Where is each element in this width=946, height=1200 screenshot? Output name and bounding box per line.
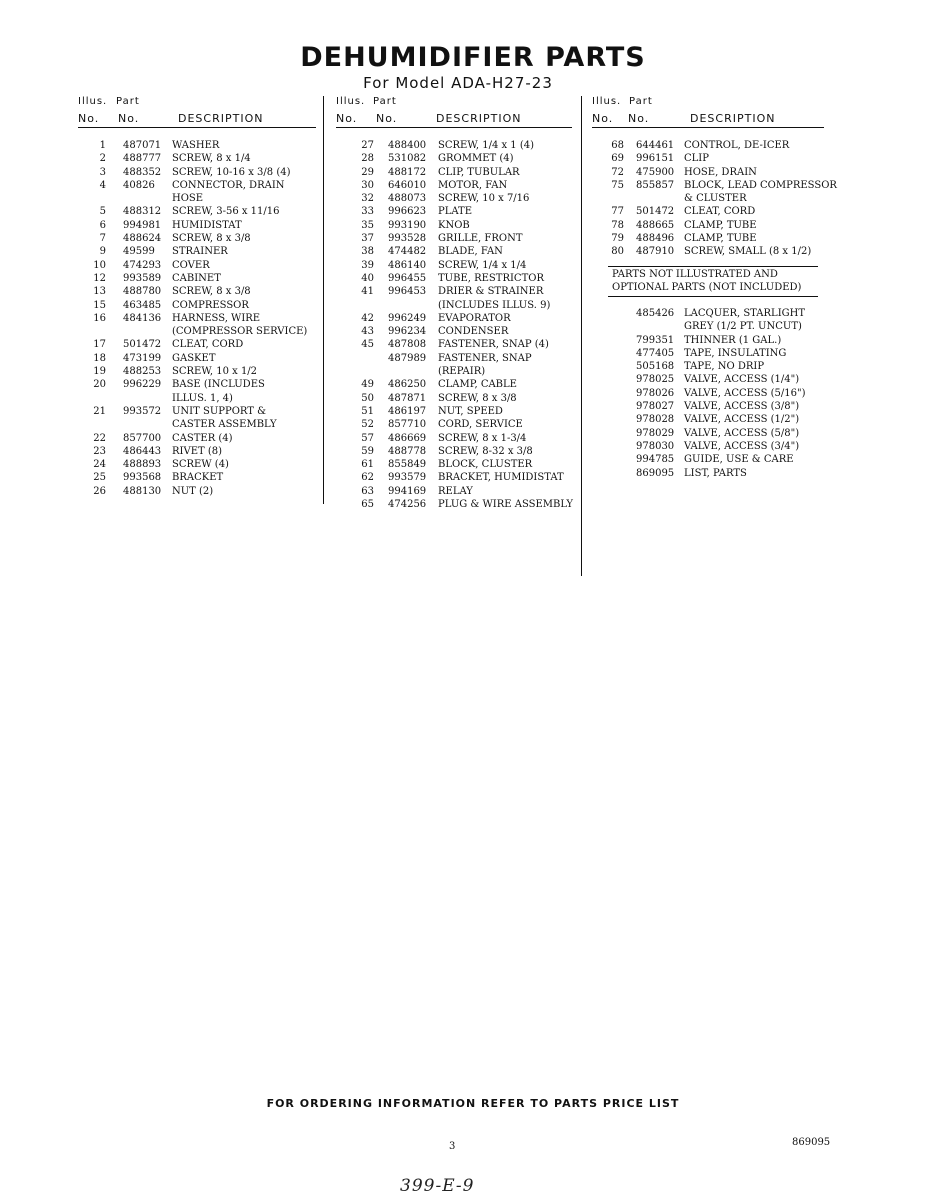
part-number: 488253 — [123, 366, 162, 378]
illus-number: 52 — [361, 419, 374, 431]
part-number: 993579 — [388, 472, 427, 484]
part-description: TAPE, NO DRIP — [684, 361, 765, 373]
header-underline — [336, 127, 572, 128]
form-number: 869095 — [792, 1137, 831, 1148]
part-number: 488893 — [123, 459, 162, 471]
notes-line-2: OPTIONAL PARTS (NOT INCLUDED) — [612, 282, 802, 293]
part-number: 644461 — [636, 140, 675, 151]
part-number: 484136 — [123, 312, 162, 324]
illus-number: 15 — [93, 299, 106, 311]
illus-number: 5 — [99, 206, 106, 218]
part-number: 487989 — [388, 352, 427, 364]
part-number: 488172 — [388, 166, 427, 178]
part-description: FASTENER, SNAP — [438, 352, 532, 364]
part-description: NUT, SPEED — [438, 405, 503, 417]
part-description: CONNECTOR, DRAIN — [172, 179, 285, 191]
part-number: 486250 — [388, 379, 427, 391]
part-number: 993572 — [123, 405, 162, 417]
part-number: 978027 — [636, 401, 675, 413]
part-description: GUIDE, USE & CARE — [684, 454, 794, 466]
part-description: BLOCK, LEAD COMPRESSOR — [684, 179, 837, 191]
part-description: SCREW, 1/4 x 1 (4) — [438, 140, 535, 151]
illus-number: 68 — [611, 140, 624, 151]
part-description: UNIT SUPPORT & — [172, 405, 267, 417]
part-description: SCREW, 8 x 3/8 — [172, 233, 251, 245]
part-description: PLUG & WIRE ASSEMBLY — [438, 499, 573, 511]
illus-number: 18 — [93, 352, 106, 364]
part-number: 993528 — [388, 233, 427, 245]
part-description: SCREW, 8 x 3/8 — [172, 286, 251, 298]
part-description: SCREW, SMALL (8 x 1/2) — [684, 246, 812, 258]
part-description: MOTOR, FAN — [438, 179, 508, 191]
page-subtitle: For Model ADA-H27-23 — [363, 74, 553, 92]
part-description: VALVE, ACCESS (1/2") — [684, 414, 800, 426]
part-description: SCREW (4) — [172, 459, 229, 471]
illus-number: 41 — [361, 286, 374, 298]
part-description: ILLUS. 1, 4) — [172, 392, 233, 404]
part-description: SCREW, 8-32 x 3/8 — [438, 445, 533, 457]
part-description: BRACKET, HUMIDISTAT — [438, 472, 564, 484]
illus-number: 72 — [611, 166, 624, 178]
part-description: EVAPORATOR — [438, 312, 511, 324]
part-description: VALVE, ACCESS (5/16") — [684, 387, 806, 399]
header-part-no: No. — [376, 112, 398, 125]
part-number: 993589 — [123, 272, 162, 284]
part-description: GROMMET (4) — [438, 153, 514, 165]
part-description: SCREW, 8 x 3/8 — [438, 392, 517, 404]
header-illus-no: No. — [336, 112, 358, 125]
illus-number: 42 — [361, 312, 374, 324]
part-description: SCREW, 10 x 1/2 — [172, 366, 258, 378]
illus-number: 37 — [361, 233, 374, 245]
header-illus-no: No. — [592, 112, 614, 125]
part-description: CONDENSER — [438, 326, 509, 338]
part-description: WASHER — [172, 140, 220, 151]
part-number: 978028 — [636, 414, 675, 426]
part-number: 869095 — [636, 467, 675, 479]
illus-number: 59 — [361, 445, 374, 457]
part-number: 996453 — [388, 286, 427, 298]
part-number: 501472 — [636, 206, 675, 218]
part-description: (INCLUDES ILLUS. 9) — [438, 299, 551, 311]
header-description: DESCRIPTION — [690, 112, 776, 125]
part-number: 475900 — [636, 166, 675, 178]
part-description: CLAMP, TUBE — [684, 233, 757, 245]
part-description: COMPRESSOR — [172, 299, 249, 311]
column-divider — [581, 96, 582, 576]
part-number: 857700 — [123, 432, 162, 444]
part-number: 487871 — [388, 392, 427, 404]
footer-ordering-info: FOR ORDERING INFORMATION REFER TO PARTS PRICE LIST — [266, 1097, 680, 1110]
part-number: 463485 — [123, 299, 162, 311]
header-underline — [592, 127, 824, 128]
part-description: VALVE, ACCESS (3/4") — [684, 440, 800, 452]
part-number: 996151 — [636, 153, 675, 165]
part-description: CABINET — [172, 272, 221, 284]
illus-number: 2 — [99, 153, 106, 165]
part-description: GRILLE, FRONT — [438, 233, 523, 245]
part-number: 996623 — [388, 206, 427, 218]
part-number: 501472 — [123, 339, 162, 351]
header-part: Part — [116, 96, 140, 107]
part-description: VALVE, ACCESS (1/4") — [684, 374, 800, 386]
header-part-no: No. — [118, 112, 140, 125]
header-part: Part — [629, 96, 653, 107]
part-description: SCREW, 10 x 7/16 — [438, 193, 530, 205]
illus-number: 6 — [99, 219, 106, 231]
part-number: 994785 — [636, 454, 675, 466]
header-illus-no: No. — [78, 112, 100, 125]
illus-number: 63 — [361, 485, 374, 497]
part-number: 488624 — [123, 233, 162, 245]
illus-number: 16 — [93, 312, 106, 324]
header-illus: Illus. — [78, 96, 108, 107]
part-number: 531082 — [388, 153, 427, 165]
part-description: COVER — [172, 259, 210, 271]
illus-number: 4 — [99, 179, 106, 191]
illus-number: 50 — [361, 392, 374, 404]
illus-number: 43 — [361, 326, 374, 338]
header-description: DESCRIPTION — [436, 112, 522, 125]
illus-number: 38 — [361, 246, 374, 258]
part-number: 488312 — [123, 206, 162, 218]
part-number: 978025 — [636, 374, 675, 386]
illus-number: 7 — [99, 233, 106, 245]
part-description: CLAMP, CABLE — [438, 379, 517, 391]
column-divider — [323, 96, 324, 504]
illus-number: 28 — [361, 153, 374, 165]
part-number: 473199 — [123, 352, 162, 364]
header-underline — [78, 127, 316, 128]
part-description: CLAMP, TUBE — [684, 219, 757, 231]
part-number: 488777 — [123, 153, 162, 165]
part-description: CLIP — [684, 153, 709, 165]
part-number: 474482 — [388, 246, 427, 258]
part-description: HUMIDISTAT — [172, 219, 242, 231]
part-description: SCREW, 3-56 x 11/16 — [172, 206, 280, 218]
part-number: 857710 — [388, 419, 427, 431]
part-number: 646010 — [388, 179, 427, 191]
page-number: 3 — [449, 1141, 456, 1152]
illus-number: 3 — [99, 166, 106, 178]
part-description: STRAINER — [172, 246, 228, 258]
illus-number: 49 — [361, 379, 374, 391]
part-description: VALVE, ACCESS (3/8") — [684, 401, 800, 413]
part-description: NUT (2) — [172, 485, 214, 497]
part-number: 485426 — [636, 308, 675, 319]
part-number: 488073 — [388, 193, 427, 205]
illus-number: 57 — [361, 432, 374, 444]
illus-number: 40 — [361, 272, 374, 284]
part-description: BLADE, FAN — [438, 246, 503, 258]
part-description: CORD, SERVICE — [438, 419, 523, 431]
part-number: 978029 — [636, 427, 675, 439]
part-description: (REPAIR) — [438, 366, 486, 378]
illus-number: 65 — [361, 499, 374, 511]
part-description: CASTER (4) — [172, 432, 233, 444]
part-description: BLOCK, CLUSTER — [438, 459, 533, 471]
part-description: HARNESS, WIRE — [172, 312, 261, 324]
part-number: 486443 — [123, 445, 162, 457]
part-description: LIST, PARTS — [684, 467, 747, 479]
illus-number: 79 — [611, 233, 624, 245]
illus-number: 61 — [361, 459, 374, 471]
part-description: GREY (1/2 PT. UNCUT) — [684, 321, 802, 333]
illus-number: 26 — [93, 485, 106, 497]
header-illus: Illus. — [592, 96, 622, 107]
illus-number: 24 — [93, 459, 106, 471]
illus-number: 35 — [361, 219, 374, 231]
illus-number: 29 — [361, 166, 374, 178]
part-number: 486669 — [388, 432, 427, 444]
part-description: DRIER & STRAINER — [438, 286, 544, 298]
illus-number: 12 — [93, 272, 106, 284]
part-number: 996229 — [123, 379, 162, 391]
illus-number: 69 — [611, 153, 624, 165]
part-number: 488496 — [636, 233, 675, 245]
illus-number: 62 — [361, 472, 374, 484]
page-title: DEHUMIDIFIER PARTS — [300, 42, 646, 73]
part-number: 40826 — [123, 179, 155, 191]
illus-number: 22 — [93, 432, 106, 444]
part-number: 799351 — [636, 334, 675, 346]
part-number: 487071 — [123, 140, 162, 151]
illus-number: 78 — [611, 219, 624, 231]
illus-number: 80 — [611, 246, 624, 258]
part-number: 978030 — [636, 440, 675, 452]
notes-rule — [608, 296, 818, 297]
part-number: 486140 — [388, 259, 427, 271]
illus-number: 21 — [93, 405, 106, 417]
part-description: RIVET (8) — [172, 445, 223, 457]
part-description: CASTER ASSEMBLY — [172, 419, 277, 431]
illus-number: 10 — [93, 259, 106, 271]
part-description: HOSE — [172, 193, 204, 205]
part-number: 978026 — [636, 387, 675, 399]
part-description: TAPE, INSULATING — [684, 347, 787, 359]
part-number: 996455 — [388, 272, 427, 284]
part-number: 488665 — [636, 219, 675, 231]
part-description: KNOB — [438, 219, 470, 231]
illus-number: 33 — [361, 206, 374, 218]
part-description: CLIP, TUBULAR — [438, 166, 520, 178]
notes-line-1: PARTS NOT ILLUSTRATED AND — [612, 269, 778, 280]
part-description: SCREW, 10-16 x 3/8 (4) — [172, 166, 291, 178]
illus-number: 39 — [361, 259, 374, 271]
illus-number: 19 — [93, 366, 106, 378]
part-description: GASKET — [172, 352, 216, 364]
header-part-no: No. — [628, 112, 650, 125]
part-description: BRACKET — [172, 472, 224, 484]
part-description: CLEAT, CORD — [172, 339, 244, 351]
notes-rule — [608, 266, 818, 267]
part-number: 996234 — [388, 326, 427, 338]
part-description: HOSE, DRAIN — [684, 166, 757, 178]
part-number: 488130 — [123, 485, 162, 497]
part-description: LACQUER, STARLIGHT — [684, 308, 806, 319]
part-description: RELAY — [438, 485, 473, 497]
header-description: DESCRIPTION — [178, 112, 264, 125]
illus-number: 25 — [93, 472, 106, 484]
illus-number: 20 — [93, 379, 106, 391]
part-number: 488780 — [123, 286, 162, 298]
illus-number: 13 — [93, 286, 106, 298]
header-illus: Illus. — [336, 96, 366, 107]
part-description: TUBE, RESTRICTOR — [438, 272, 544, 284]
part-number: 855857 — [636, 179, 675, 191]
part-description: & CLUSTER — [684, 193, 747, 205]
part-number: 49599 — [123, 246, 155, 258]
part-number: 855849 — [388, 459, 427, 471]
part-description: (COMPRESSOR SERVICE) — [172, 326, 308, 338]
part-number: 486197 — [388, 405, 427, 417]
handwritten-annotation: 399-E-9 — [400, 1176, 475, 1196]
part-description: SCREW, 1/4 x 1/4 — [438, 259, 527, 271]
illus-number: 17 — [93, 339, 106, 351]
illus-number: 30 — [361, 179, 374, 191]
part-description: CONTROL, DE-ICER — [684, 140, 790, 151]
part-number: 505168 — [636, 361, 675, 373]
part-number: 487910 — [636, 246, 675, 258]
illus-number: 1 — [99, 140, 106, 151]
part-description: VALVE, ACCESS (5/8") — [684, 427, 800, 439]
illus-number: 27 — [361, 140, 374, 151]
part-description: BASE (INCLUDES — [172, 379, 265, 391]
part-number: 994169 — [388, 485, 427, 497]
illus-number: 32 — [361, 193, 374, 205]
part-description: CLEAT, CORD — [684, 206, 756, 218]
header-part: Part — [373, 96, 397, 107]
illus-number: 51 — [361, 405, 374, 417]
illus-number: 75 — [611, 179, 624, 191]
part-description: SCREW, 8 x 1/4 — [172, 153, 251, 165]
illus-number: 77 — [611, 206, 624, 218]
part-number: 488778 — [388, 445, 427, 457]
part-number: 996249 — [388, 312, 427, 324]
part-description: THINNER (1 GAL.) — [684, 334, 782, 346]
part-number: 994981 — [123, 219, 162, 231]
part-number: 487808 — [388, 339, 427, 351]
part-number: 488400 — [388, 140, 427, 151]
illus-number: 9 — [99, 246, 106, 258]
part-number: 477405 — [636, 347, 675, 359]
illus-number: 23 — [93, 445, 106, 457]
part-description: FASTENER, SNAP (4) — [438, 339, 549, 351]
part-number: 993190 — [388, 219, 427, 231]
illus-number: 45 — [361, 339, 374, 351]
part-number: 488352 — [123, 166, 162, 178]
part-number: 474293 — [123, 259, 162, 271]
part-description: SCREW, 8 x 1-3/4 — [438, 432, 527, 444]
part-description: PLATE — [438, 206, 473, 218]
part-number: 993568 — [123, 472, 162, 484]
part-number: 474256 — [388, 499, 427, 511]
